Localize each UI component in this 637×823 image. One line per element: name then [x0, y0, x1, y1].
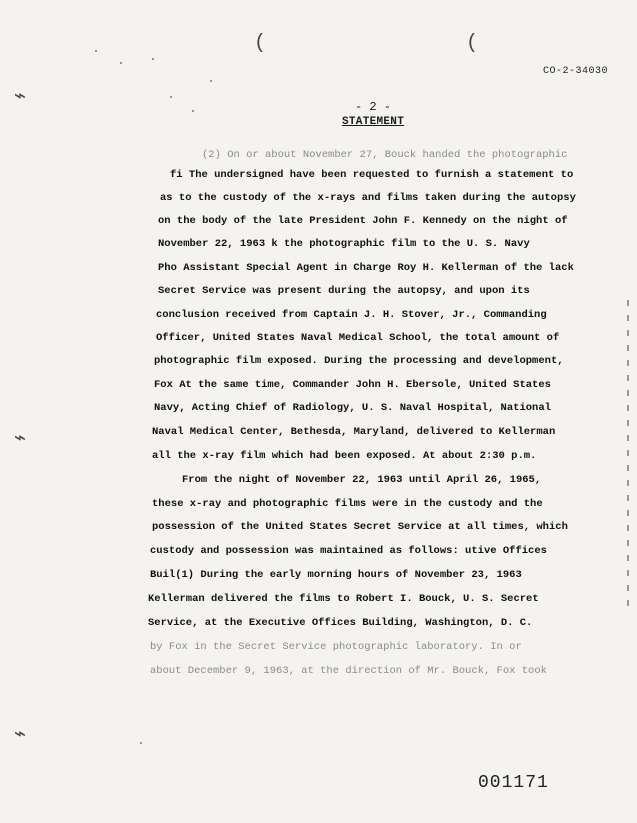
statement-line: Navy, Acting Chief of Radiology, U. S. Naval Hospital, National	[154, 402, 551, 414]
statement-line: all the x-ray film which had been exposed. At about 2:30 p.m.	[152, 450, 537, 462]
statement-line: possession of the United States Secret Service at all times, which	[152, 521, 568, 533]
page-number: - 2 -	[355, 100, 392, 114]
statement-line: as to the custody of the x-rays and films taken during the autopsy	[160, 192, 576, 204]
statement-line: Service, at the Executive Offices Building, Washington, D. C.	[148, 617, 533, 629]
statement-line: custody and possession was maintained as follows: utive Offices	[150, 545, 547, 557]
statement-line: fi The undersigned have been requested to furnish a statement to	[170, 169, 574, 181]
statement-line: these x-ray and photographic films were in the custody and the	[152, 498, 543, 510]
statement-line: by Fox in the Secret Service photographic laboratory. In or	[150, 641, 522, 653]
punch-hole-mark: (	[466, 32, 479, 55]
statement-line: Naval Medical Center, Bethesda, Maryland, delivered to Kellerman	[152, 426, 556, 438]
statement-line: November 22, 1963 k the photographic film to the U. S. Navy	[158, 238, 530, 250]
statement-line: Kellerman delivered the films to Robert I. Bouck, U. S. Secret	[148, 593, 539, 605]
statement-line: photographic film exposed. During the processing and development,	[154, 355, 564, 367]
statement-line: Pho Assistant Special Agent in Charge Roy H. Kellerman of the lack	[158, 262, 574, 274]
binding-mark: ⌁	[14, 86, 27, 109]
statement-line: conclusion received from Captain J. H. Stover, Jr., Commanding	[156, 309, 547, 321]
statement-line: about December 9, 1963, at the direction of Mr. Bouck, Fox took	[150, 665, 547, 677]
document-control-number: 001171	[478, 773, 549, 793]
statement-line: Officer, United States Naval Medical School, the total amount of	[156, 332, 560, 344]
statement-line: (2) On or about November 27, Bouck handed the photographic	[202, 149, 568, 161]
page-edge-marks	[623, 300, 633, 630]
punch-hole-mark: (	[254, 32, 267, 55]
statement-heading: STATEMENT	[342, 116, 405, 128]
document-reference-number: CO-2-34030	[543, 66, 609, 77]
statement-line: From the night of November 22, 1963 until April 26, 1965,	[182, 474, 542, 486]
statement-line: Secret Service was present during the autopsy, and upon its	[158, 285, 530, 297]
statement-line: on the body of the late President John F. Kennedy on the night of	[158, 215, 568, 227]
statement-line: Buil(1) During the early morning hours of November 23, 1963	[150, 569, 522, 581]
binding-mark: ⌁	[14, 724, 27, 747]
binding-mark: ⌁	[14, 428, 27, 451]
statement-line: Fox At the same time, Commander John H. Ebersole, United States	[154, 379, 551, 391]
